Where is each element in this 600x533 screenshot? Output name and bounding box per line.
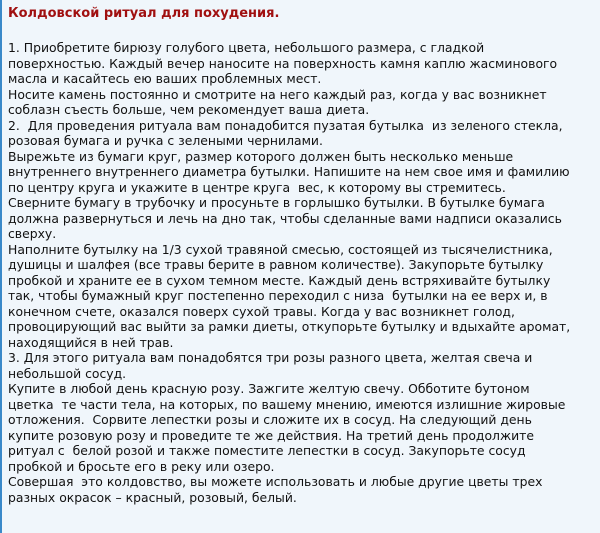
text-line: масла и касайтесь ею ваших проблемных мест. <box>8 71 322 86</box>
panel-left-border <box>0 0 2 533</box>
text-line: разных окрасок – красный, розовый, белый. <box>8 489 297 505</box>
article-text <box>8 40 596 505</box>
text-line: конечном счете, оказался поверх сухой травы. Когда у вас возникнет голод, <box>8 303 515 319</box>
text-line: Наполните бутылку на 1/3 сухой травяной смесью, состоящей из тысячелистника, <box>8 241 553 257</box>
article-body <box>8 6 596 505</box>
text-line: цветка те части тела, на которых, по вашему мнению, имеются излишние жировые <box>8 396 566 412</box>
text-line: пробкой и храните ее в сухом темном месте. Каждый день встряхивайте бутылку <box>8 272 551 288</box>
text-line: душицы и шалфея (все травы берите в равном количестве). Закупорьте бутылку <box>8 257 544 272</box>
text-line: провоцирующий вас выйти за рамки диеты, откупорьте бутылку и вдыхайте аромат, <box>8 319 571 334</box>
text-line: соблазн съесть больше, чем рекомендует ваша диета. <box>8 102 370 117</box>
text-line: Купите в любой день красную розу. Зажгите желтую свечу. Обботите бутоном <box>8 381 530 396</box>
text-line: находящийся в ней трав. <box>8 334 174 350</box>
text-line: 1. Приобретите бирюзу голубого цвета, небольшого размера, с гладкой <box>8 40 485 55</box>
text-line: по центру круга и укажите в центре круга вес, к которому вы стремитесь. <box>8 179 506 195</box>
text-line: 3. Для этого ритуала вам понадобятся три розы разного цвета, желтая свеча и <box>8 350 533 365</box>
article-title: Колдовской ритуал для похудения. <box>8 6 280 21</box>
text-line: так, чтобы бумажный круг постепенно переходил с низа бутылки на ее верх и, в <box>8 288 548 303</box>
text-line: поверхностью. Каждый вечер наносите на поверхность камня каплю жасминового <box>8 55 558 71</box>
text-line: Совершая это колдовство, вы можете использовать и любые другие цветы трех <box>8 474 543 489</box>
text-line: отложения. Сорвите лепестки розы и сложите их в сосуд. На следующий день <box>8 412 532 427</box>
text-line: пробкой и бросьте его в реку или озеро. <box>8 458 275 474</box>
text-line: розовая бумага и ручка с зелеными чернилами. <box>8 133 323 148</box>
text-line: 2. Для проведения ритуала вам понадобится пузатая бутылка из зеленого стекла, <box>8 117 563 133</box>
text-line: сверху. <box>8 226 57 241</box>
text-line: купите розовую розу и проведите те же действия. На третий день продолжите <box>8 427 535 443</box>
text-line: должна развернуться и лечь на дно так, чтобы сделанные вами надписи оказались <box>8 210 562 226</box>
text-line: Носите камень постоянно и смотрите на него каждый раз, когда у вас возникнет <box>8 86 547 102</box>
text-line: небольшой сосуд. <box>8 365 127 381</box>
text-line: Вырежьте из бумаги круг, размер которого должен быть несколько меньше <box>8 148 514 164</box>
text-line: внутреннего внутреннего диаметра бутылки. Напишите на нем свое имя и фамилию <box>8 164 570 179</box>
text-line: Сверните бумагу в трубочку и просуньте в горлышко бутылки. В бутылке бумага <box>8 195 545 210</box>
text-line: ритуал с белой розой и также поместите лепестки в сосуд. Закупорьте сосуд <box>8 443 526 458</box>
